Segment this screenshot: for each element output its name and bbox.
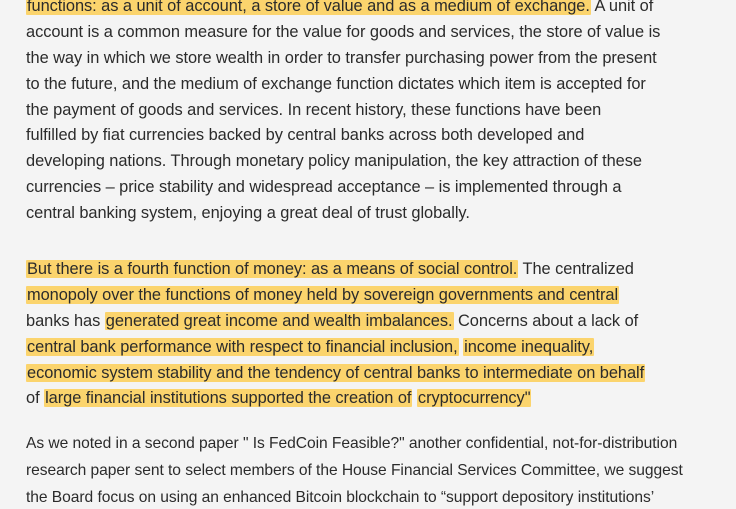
text-segment: the payment of goods and services. In recent history, these functions have been: [26, 100, 602, 119]
text-segment: A unit of: [590, 0, 654, 15]
text-segment: of: [26, 389, 45, 408]
paragraph-social-control: [26, 257, 726, 412]
highlighted-text: cryptocurrency": [417, 389, 531, 408]
highlighted-text: large financial institutions supported the creation of: [45, 389, 412, 408]
paragraph-fedcoin: [26, 430, 726, 509]
text-segment: to the future, and the medium of exchange function dictates which item is accepted for: [26, 74, 646, 93]
text-segment: banks has: [26, 311, 105, 330]
text-segment: The centralized: [518, 260, 634, 278]
highlighted-text: economic system stability and the tendency of central banks to intermediate on behalf: [27, 363, 645, 382]
text-segment: developing nations. Through monetary policy manipulation, the key attraction of these: [26, 152, 642, 171]
text-line: [26, 175, 726, 201]
text-line: [26, 335, 726, 361]
text-line: [26, 98, 726, 124]
text-line: [26, 457, 726, 484]
text-segment: account is a common measure for the value for goods and services, the store of value is: [26, 22, 661, 41]
text-segment: currencies – price stability and widespread acceptance – is implemented through a: [26, 178, 622, 197]
text-line: [26, 430, 726, 457]
text-line: [26, 0, 726, 20]
text-segment: central banking system, enjoying a great deal of trust globally.: [26, 204, 470, 223]
text-segment: As we noted in a second paper " Is FedCoin Feasible?" another confidential, not-for-distribution: [26, 435, 678, 452]
highlighted-text: central bank performance with respect to financial inclusion,: [27, 337, 458, 356]
highlighted-text: monopoly over the functions of money held by sovereign governments and central: [27, 285, 619, 304]
text-line: [26, 149, 726, 175]
highlighted-text: functions: as a unit of account, a store of value and as a medium of exchange.: [26, 0, 591, 15]
text-line: [26, 309, 726, 335]
text-segment: the Board focus on using an enhanced Bitcoin blockchain to “support depository institutions’: [26, 489, 655, 506]
text-line: [26, 201, 726, 227]
highlighted-text: income inequality,: [464, 337, 594, 356]
text-line: [26, 46, 726, 72]
text-segment: fulfilled by fiat currencies backed by central banks across both developed and: [26, 126, 585, 145]
text-line: [26, 257, 726, 283]
highlighted-text: generated great income and wealth imbalances.: [105, 311, 453, 330]
text-segment: Concerns about a lack of: [453, 311, 639, 330]
text-line: [26, 484, 726, 509]
text-line: [26, 283, 726, 309]
text-line: [26, 123, 726, 149]
text-segment: research paper sent to select members of the House Financial Services Committee, we suggest: [26, 462, 683, 479]
highlighted-text: But there is a fourth function of money: as a means of social control.: [27, 260, 518, 278]
text-line: [26, 20, 726, 46]
text-segment: the way in which we store wealth in order to transfer purchasing power from the present: [26, 48, 657, 67]
text-line: [26, 386, 726, 412]
text-line: [26, 361, 726, 387]
text-line: [26, 72, 726, 98]
paragraph-functions-of-money: [26, 0, 726, 227]
